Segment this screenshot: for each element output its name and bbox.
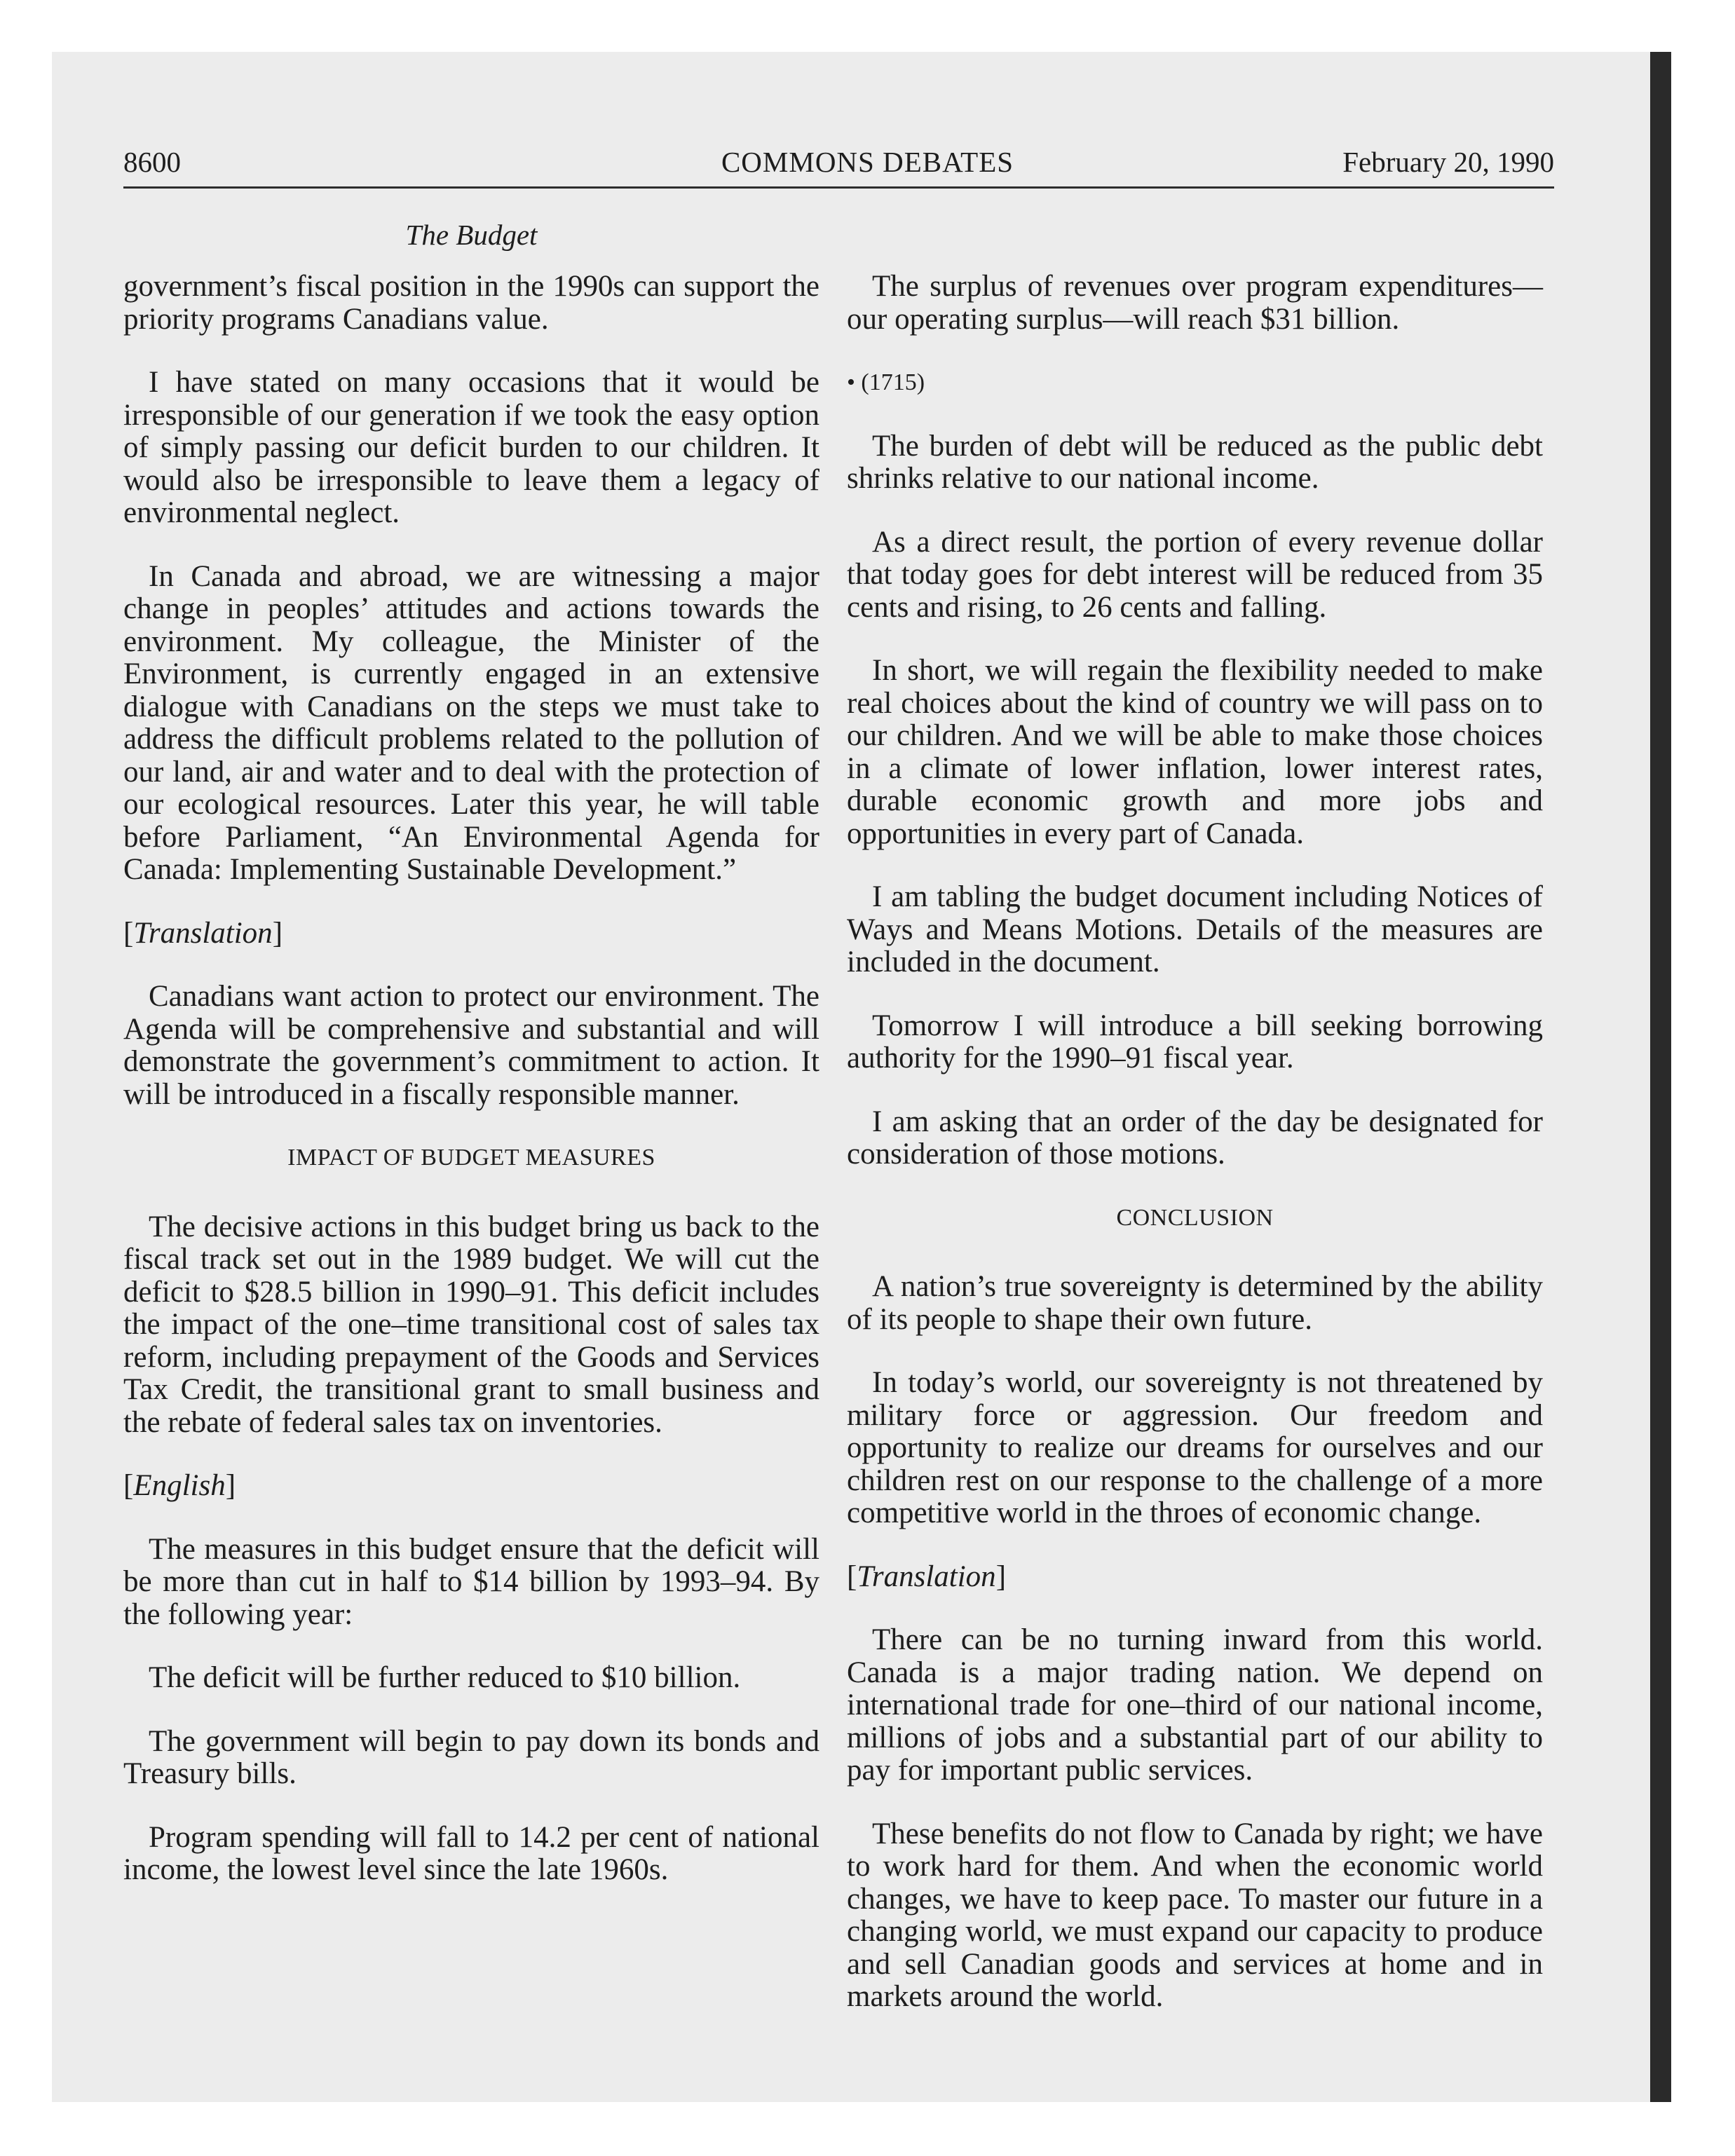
page-number: 8600 [123, 146, 181, 178]
language-tag: [Translation] [847, 1560, 1007, 1593]
paragraph: The decisive actions in this budget bring us back to the fiscal track set out in the 1989 budget. We will cut the deficit to $28.5 billion in 1990–91. This deficit includes the impact of the one–time transitional cost of sales tax reform, including prepayment of the Goods and Services Tax Credit, the transitional grant to small business and the rebate of federal sales tax on inventories. [123, 1210, 819, 1439]
paragraph: As a direct result, the portion of every revenue dollar that today goes for debt interest will be reduced from 35 cents and rising, to 26 cents and falling. [847, 525, 1543, 624]
paragraph: government’s fiscal position in the 1990s can support the priority programs Canadians value. [123, 270, 819, 336]
paragraph: I am tabling the budget document including Notices of Ways and Means Motions. Details of the measures are included in the document. [847, 880, 1543, 978]
paragraph: In Canada and abroad, we are witnessing a major change in peoples’ attitudes and actions towards the environment. My colleague, the Minister of the Environment, is currently engaged in an extensive dialogue with Canadians on the steps we must take to address the difficult problems related to the pollution of our land, air and water and to deal with the protection of our ecological resources. Later this year, he will table before Parliament, “An Environmental Agenda for Canada: Implementing Sustainable Development.” [123, 559, 819, 886]
time-marker: • (1715) [847, 369, 925, 395]
paragraph: I have stated on many occasions that it would be irresponsible of our generation if we took the easy option of simply passing our deficit burden to our children. It would also be irresponsible to leave them a legacy of environmental neglect. [123, 366, 819, 529]
paragraph: These benefits do not flow to Canada by right; we have to work hard for them. And when the economic world changes, we have to keep pace. To master our future in a changing world, we must expand our capacity to produce and sell Canadian goods and services at home and in markets around the world. [847, 1817, 1543, 2013]
paragraph: The government will begin to pay down its bonds and Treasury bills. [123, 1724, 819, 1790]
paragraph: In today’s world, our sovereignty is not threatened by military force or aggression. Our freedom and opportunity to realize our dreams for ourselves and our children rest on our response to the challenge of a more competitive world in the throes of economic change. [847, 1366, 1543, 1529]
section-heading: IMPACT OF BUDGET MEASURES [287, 1145, 655, 1171]
paragraph: The surplus of revenues over program expenditures—our operating surplus—will reach $31 billion. [847, 270, 1543, 336]
left-column [123, 271, 819, 1918]
right-column [847, 271, 1543, 2045]
publication-title: COMMONS DEBATES [721, 146, 1014, 178]
scan-edge-shadow [1650, 52, 1671, 2102]
language-tag: [Translation] [123, 916, 283, 950]
paragraph: Canadians want action to protect our environment. The Agenda will be comprehensive and substantial and will demonstrate the government’s commitment to action. It will be introduced in a fiscally responsible manner. [123, 980, 819, 1111]
paragraph: A nation’s true sovereignty is determined by the ability of its people to shape their own future. [847, 1270, 1543, 1336]
language-tag: [English] [123, 1469, 236, 1502]
language-tag-text: Translation [133, 916, 273, 950]
paragraph: The measures in this budget ensure that the deficit will be more than cut in half to $14 billion by 1993–94. By the following year: [123, 1532, 819, 1631]
paragraph: The burden of debt will be reduced as the public debt shrinks relative to our national income. [847, 429, 1543, 495]
paragraph: There can be no turning inward from this world. Canada is a major trading nation. We depend on international trade for one–third of our national income, millions of jobs and a substantial part of our ability to pay for important public services. [847, 1623, 1543, 1787]
paragraph: I am asking that an order of the day be designated for consideration of those motions. [847, 1105, 1543, 1171]
running-title: The Budget [405, 219, 538, 251]
language-tag-text: English [133, 1469, 226, 1502]
page-date: February 20, 1990 [1342, 146, 1554, 178]
paragraph: Tomorrow I will introduce a bill seeking borrowing authority for the 1990–91 fiscal year. [847, 1009, 1543, 1074]
paragraph: In short, we will regain the flexibility needed to make real choices about the kind of country we will pass on to our children. And we will be able to make those choices in a climate of lower inflation, lower interest rates, durable economic growth and more jobs and opportunities in every part of Canada. [847, 654, 1543, 850]
language-tag-text: Translation [857, 1560, 996, 1593]
paragraph: Program spending will fall to 14.2 per cent of national income, the lowest level since the late 1960s. [123, 1820, 819, 1886]
paragraph: The deficit will be further reduced to $10 billion. [149, 1661, 741, 1694]
section-heading: CONCLUSION [1116, 1204, 1274, 1231]
header-rule [123, 186, 1554, 189]
